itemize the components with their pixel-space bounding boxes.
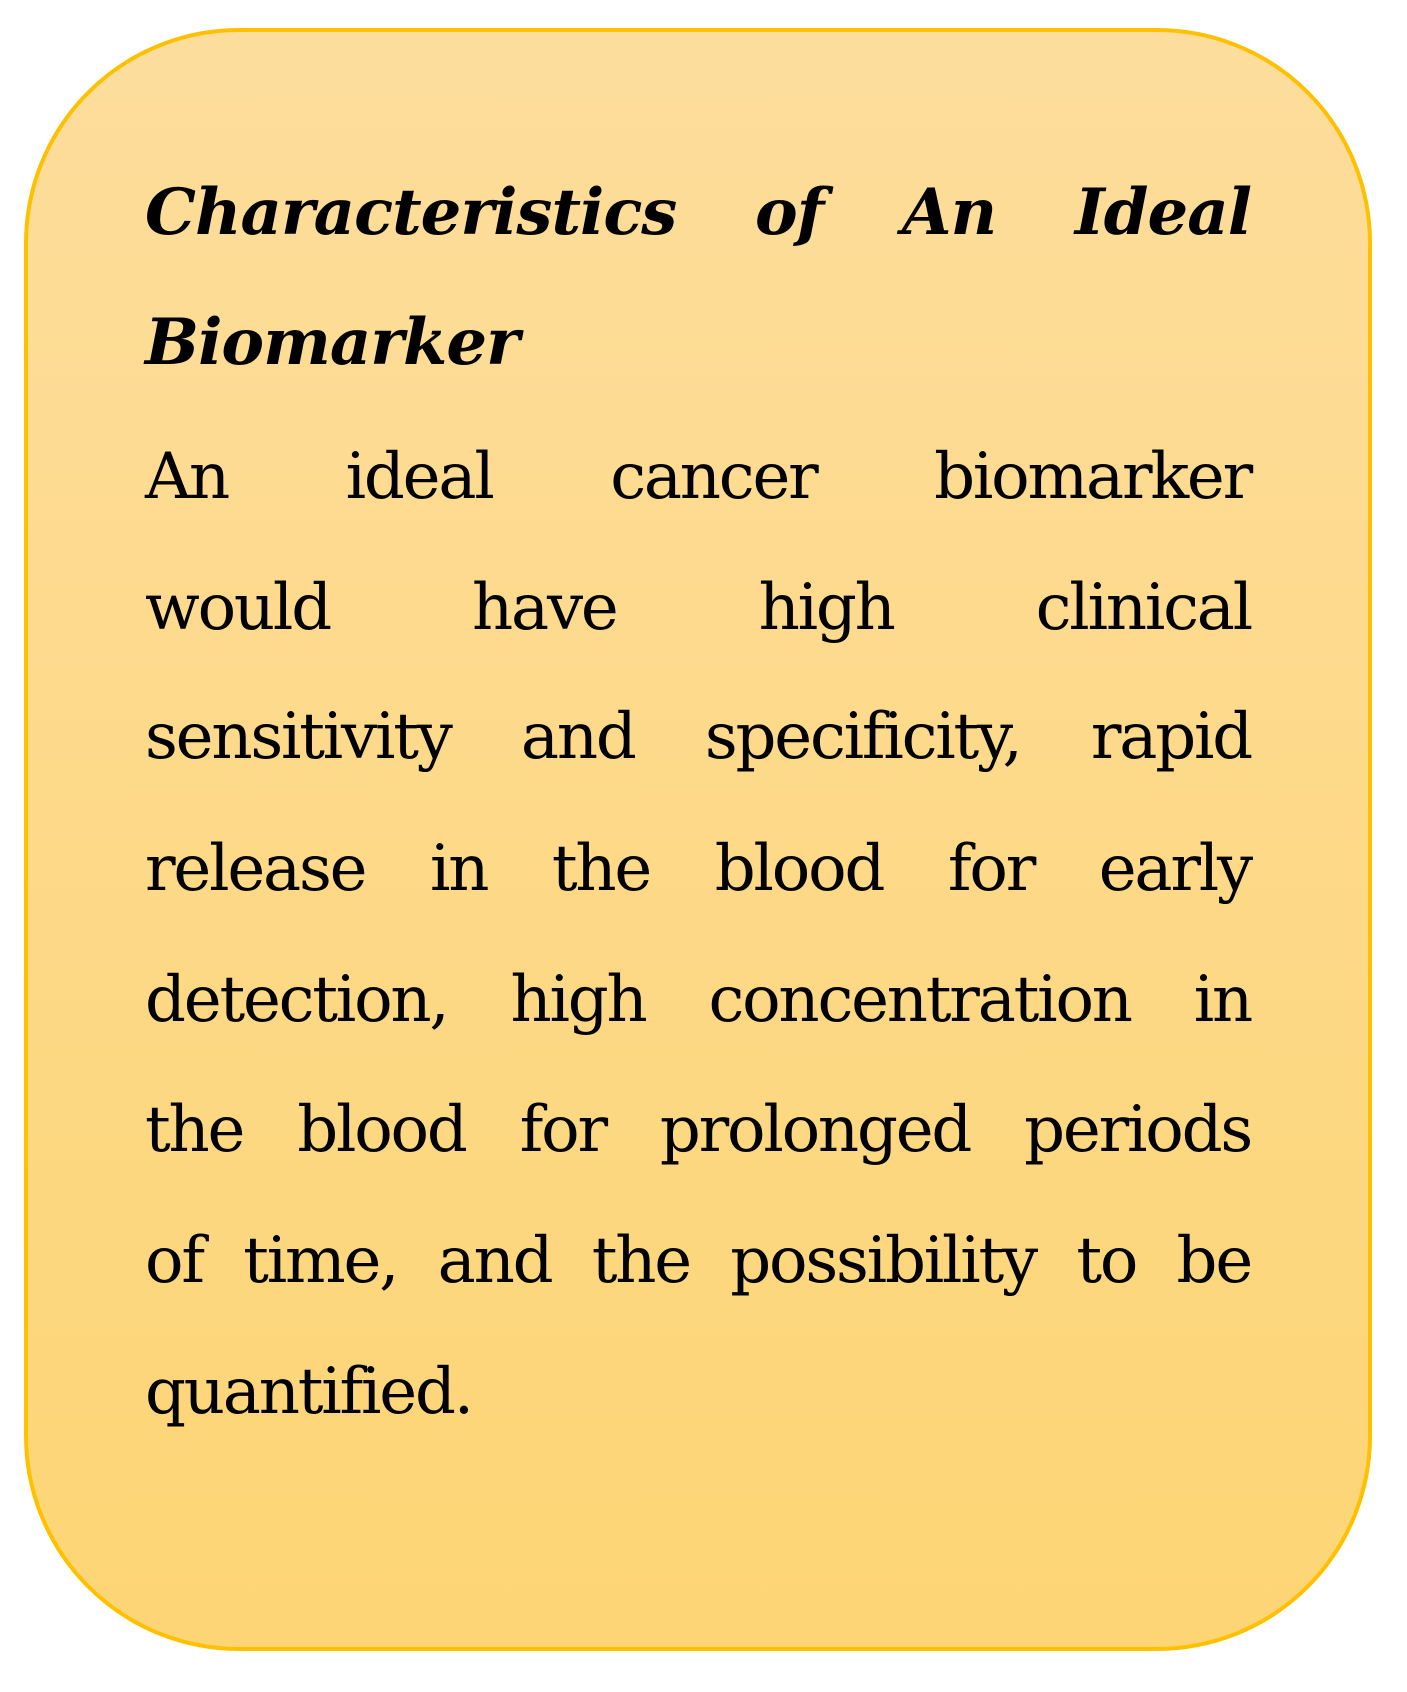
body-line-7: of time, and the possibility to be bbox=[145, 1224, 1251, 1298]
body-line-2: would have high clinical bbox=[145, 571, 1251, 645]
callout-title-line-1: Characteristics of An Ideal bbox=[145, 175, 1251, 250]
body-line-6: the blood for prolonged periods bbox=[145, 1093, 1251, 1167]
body-line-1: An ideal cancer biomarker bbox=[145, 440, 1251, 514]
body-line-4: release in the blood for early bbox=[145, 832, 1251, 906]
callout-title-line-2: Biomarker bbox=[145, 305, 519, 380]
body-line-8: quantified. bbox=[145, 1355, 472, 1429]
body-line-5: detection, high concentration in bbox=[145, 963, 1251, 1037]
body-line-3: sensitivity and specificity, rapid bbox=[145, 700, 1251, 774]
